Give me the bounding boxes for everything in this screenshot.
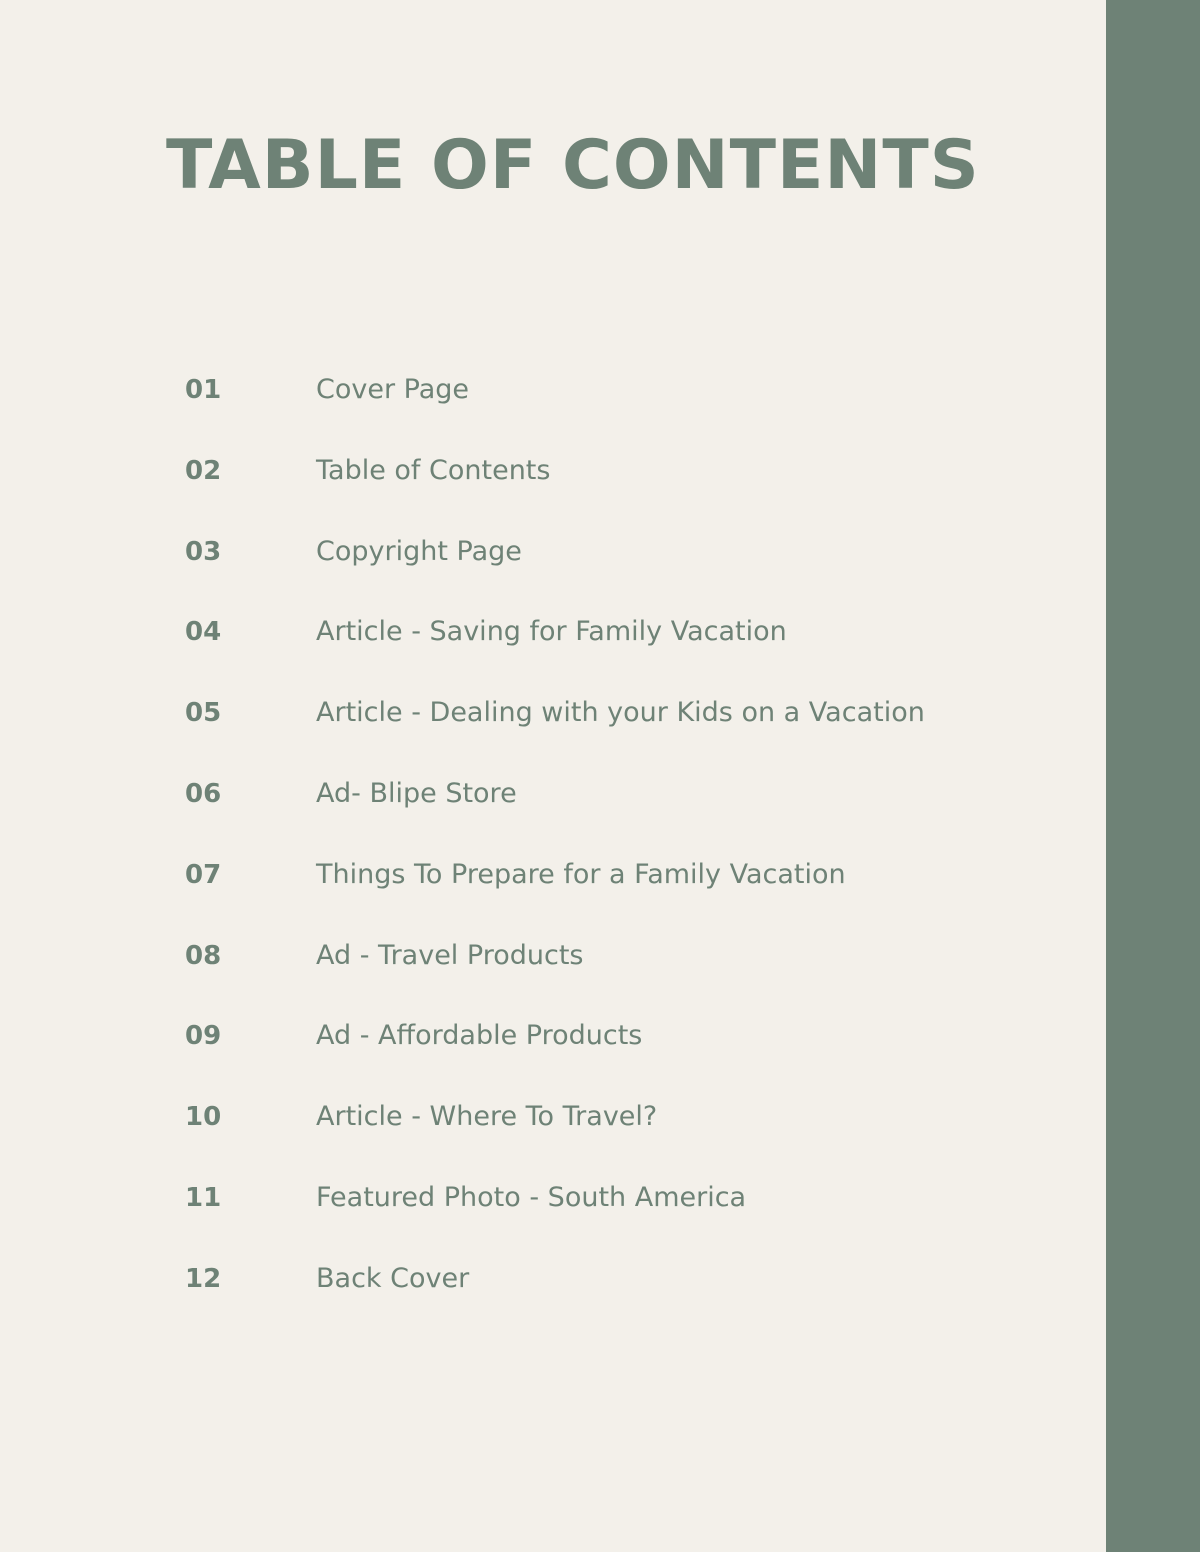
toc-entry-number: 08	[185, 940, 222, 971]
toc-entry	[0, 350, 1100, 431]
toc-entry-number: 12	[185, 1263, 222, 1294]
toc-entry-title: Ad- Blipe Store	[316, 777, 517, 809]
toc-entry	[0, 1077, 1100, 1158]
toc-entry	[0, 916, 1100, 997]
toc-entry-number: 03	[185, 536, 222, 567]
toc-entry-title: Article - Saving for Family Vacation	[316, 616, 787, 648]
toc-entry	[0, 673, 1100, 754]
toc-entry-number: 04	[185, 617, 222, 648]
toc-entry-number: 07	[185, 859, 222, 890]
toc-entry-number: 09	[185, 1021, 222, 1052]
toc-entry-number: 05	[185, 698, 222, 729]
toc-entry	[0, 592, 1100, 673]
toc-entry-title: Featured Photo - South America	[316, 1181, 747, 1213]
toc-entry-title: Back Cover	[316, 1262, 470, 1294]
toc-entry	[0, 754, 1100, 835]
toc-entry-title: Table of Contents	[316, 454, 551, 486]
toc-entry-number: 10	[185, 1102, 222, 1133]
page-title: TABLE OF CONTENTS	[166, 126, 980, 205]
toc-entry-title: Copyright Page	[316, 535, 522, 567]
toc-entry-number: 11	[185, 1182, 222, 1213]
toc-entry-number: 01	[185, 375, 222, 405]
toc-entry	[0, 1239, 1100, 1320]
decorative-side-band	[1106, 0, 1200, 1552]
table-of-contents-list	[0, 350, 1100, 1320]
toc-entry	[0, 835, 1100, 916]
toc-entry	[0, 431, 1100, 512]
toc-entry-title: Ad - Travel Products	[316, 939, 584, 971]
toc-entry-title: Ad - Affordable Products	[316, 1020, 643, 1052]
toc-entry-title: Article - Dealing with your Kids on a Vacation	[316, 697, 925, 729]
toc-entry-title: Things To Prepare for a Family Vacation	[316, 858, 846, 890]
toc-entry-title: Article - Where To Travel?	[316, 1101, 658, 1133]
toc-entry	[0, 996, 1100, 1077]
toc-entry-number: 02	[185, 455, 222, 486]
toc-entry	[0, 512, 1100, 593]
toc-entry-number: 06	[185, 778, 222, 809]
toc-entry	[0, 1158, 1100, 1239]
toc-entry-title: Cover Page	[316, 374, 470, 405]
